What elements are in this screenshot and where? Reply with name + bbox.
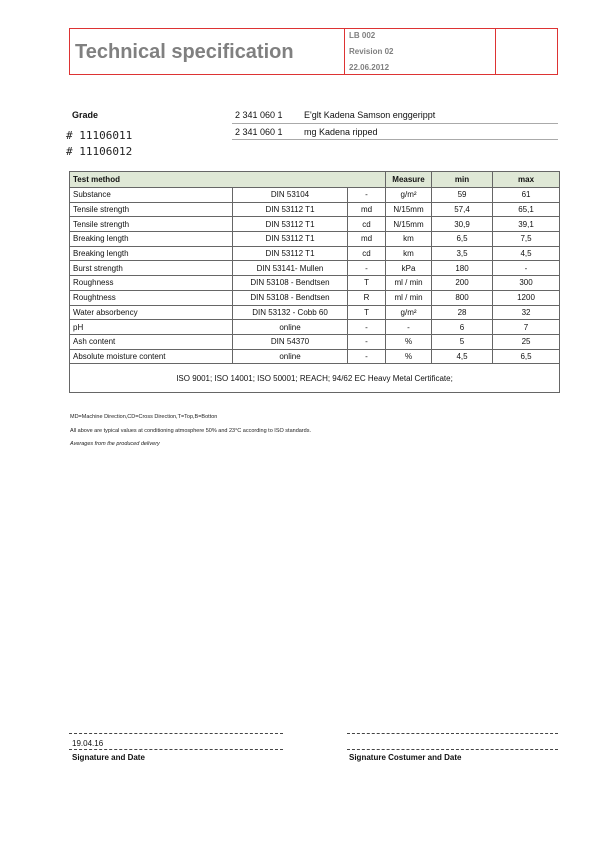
article-divider [232, 139, 558, 140]
cell-standard: DIN 53112 T1 [233, 202, 348, 217]
cell-unit: ml / min [386, 290, 432, 305]
cell-standard: DIN 54370 [233, 334, 348, 349]
cell-direction: - [348, 188, 386, 203]
article-name: mg Kadena ripped [304, 127, 378, 137]
customer-signature-line [347, 733, 558, 734]
certificates: ISO 9001; ISO 14001; ISO 50001; REACH; 94/62 EC Heavy Metal Certificate; [70, 364, 560, 393]
certificate-row [70, 364, 560, 393]
cell-min: 30,9 [432, 217, 493, 232]
table-row [70, 305, 560, 320]
cell-standard: DIN 53108 - Bendtsen [233, 276, 348, 291]
article-divider [232, 123, 558, 124]
cell-property: Absolute moisture content [70, 349, 233, 364]
cell-unit: ml / min [386, 276, 432, 291]
cell-property: Ash content [70, 334, 233, 349]
revision-date: 22.06.2012 [349, 63, 390, 72]
signature-line [69, 749, 283, 750]
cell-min: 6 [432, 320, 493, 335]
header-measure: Measure [386, 172, 432, 188]
table-row [70, 290, 560, 305]
article-number: 2 341 060 1 [235, 127, 283, 137]
cell-standard: online [233, 349, 348, 364]
header-max: max [493, 172, 560, 188]
cell-max: 39,1 [493, 217, 560, 232]
cell-max: 6,5 [493, 349, 560, 364]
revision: Revision 02 [349, 47, 394, 56]
signature-date: 19.04.16 [72, 739, 104, 748]
cell-property: Burst strength [70, 261, 233, 276]
grade-code: # 11106011 [66, 129, 133, 142]
cell-property: Roughtness [70, 290, 233, 305]
cell-standard: DIN 53112 T1 [233, 217, 348, 232]
cell-unit: N/15mm [386, 202, 432, 217]
cell-unit: g/m² [386, 188, 432, 203]
cell-max: 7,5 [493, 232, 560, 247]
cell-direction: - [348, 334, 386, 349]
cell-min: 59 [432, 188, 493, 203]
grade-label: Grade [72, 110, 99, 120]
table-row [70, 276, 560, 291]
cell-max: - [493, 261, 560, 276]
cell-unit: km [386, 232, 432, 247]
customer-signature-line [347, 749, 558, 750]
cell-direction: md [348, 202, 386, 217]
table-row [70, 261, 560, 276]
cell-property: pH [70, 320, 233, 335]
cell-min: 6,5 [432, 232, 493, 247]
cell-max: 1200 [493, 290, 560, 305]
cell-max: 32 [493, 305, 560, 320]
cell-min: 57,4 [432, 202, 493, 217]
spec-table [69, 171, 560, 393]
cell-min: 4,5 [432, 349, 493, 364]
cell-standard: online [233, 320, 348, 335]
header-test-method: Test method [70, 172, 386, 188]
header-min: min [432, 172, 493, 188]
article-number: 2 341 060 1 [235, 110, 283, 120]
cell-max: 61 [493, 188, 560, 203]
cell-direction: - [348, 320, 386, 335]
cell-standard: DIN 53112 T1 [233, 246, 348, 261]
cell-direction: T [348, 305, 386, 320]
cell-unit: km [386, 246, 432, 261]
cell-min: 200 [432, 276, 493, 291]
cell-property: Tensile strength [70, 217, 233, 232]
cell-direction: - [348, 261, 386, 276]
article-name: E'glt Kadena Samson enggerippt [304, 110, 436, 120]
cell-property: Roughness [70, 276, 233, 291]
cell-min: 28 [432, 305, 493, 320]
table-row [70, 349, 560, 364]
cell-standard: DIN 53104 [233, 188, 348, 203]
note-averages: Averages from the produced delivery [70, 441, 160, 447]
table-row [70, 217, 560, 232]
cell-max: 7 [493, 320, 560, 335]
doc-code: LB 002 [349, 31, 376, 40]
cell-direction: cd [348, 217, 386, 232]
cell-unit: g/m² [386, 305, 432, 320]
signature-label: Signature and Date [72, 753, 145, 762]
customer-signature-label: Signature Costumer and Date [349, 753, 462, 762]
header-divider [495, 28, 496, 75]
cell-unit: - [386, 320, 432, 335]
cell-min: 180 [432, 261, 493, 276]
table-row [70, 188, 560, 203]
note-conditions: All above are typical values at conditioning atmosphere 50% and 23°C according to ISO standards. [70, 428, 311, 434]
cell-direction: md [348, 232, 386, 247]
cell-standard: DIN 53141- Mullen [233, 261, 348, 276]
cell-standard: DIN 53132 - Cobb 60 [233, 305, 348, 320]
cell-direction: - [348, 349, 386, 364]
cell-direction: cd [348, 246, 386, 261]
cell-property: Water absorbency [70, 305, 233, 320]
cell-min: 5 [432, 334, 493, 349]
cell-standard: DIN 53112 T1 [233, 232, 348, 247]
table-row [70, 232, 560, 247]
note-abbreviations: MD=Machine Direction,CD=Cross Direction,T=Top,B=Botton [70, 414, 218, 420]
document-title: Technical specification [75, 41, 294, 63]
cell-property: Breaking length [70, 246, 233, 261]
cell-property: Substance [70, 188, 233, 203]
cell-max: 25 [493, 334, 560, 349]
table-row [70, 320, 560, 335]
table-row [70, 246, 560, 261]
cell-unit: N/15mm [386, 217, 432, 232]
cell-property: Tensile strength [70, 202, 233, 217]
cell-max: 4,5 [493, 246, 560, 261]
cell-max: 65,1 [493, 202, 560, 217]
header-divider [344, 28, 345, 75]
table-row [70, 202, 560, 217]
cell-direction: R [348, 290, 386, 305]
grade-code: # 11106012 [66, 145, 133, 158]
cell-unit: % [386, 334, 432, 349]
table-row [70, 334, 560, 349]
cell-max: 300 [493, 276, 560, 291]
signature-line [69, 733, 283, 734]
cell-direction: T [348, 276, 386, 291]
cell-property: Breaking length [70, 232, 233, 247]
cell-min: 800 [432, 290, 493, 305]
cell-unit: kPa [386, 261, 432, 276]
cell-min: 3,5 [432, 246, 493, 261]
cell-standard: DIN 53108 - Bendtsen [233, 290, 348, 305]
table-header-row [70, 172, 560, 188]
cell-unit: % [386, 349, 432, 364]
